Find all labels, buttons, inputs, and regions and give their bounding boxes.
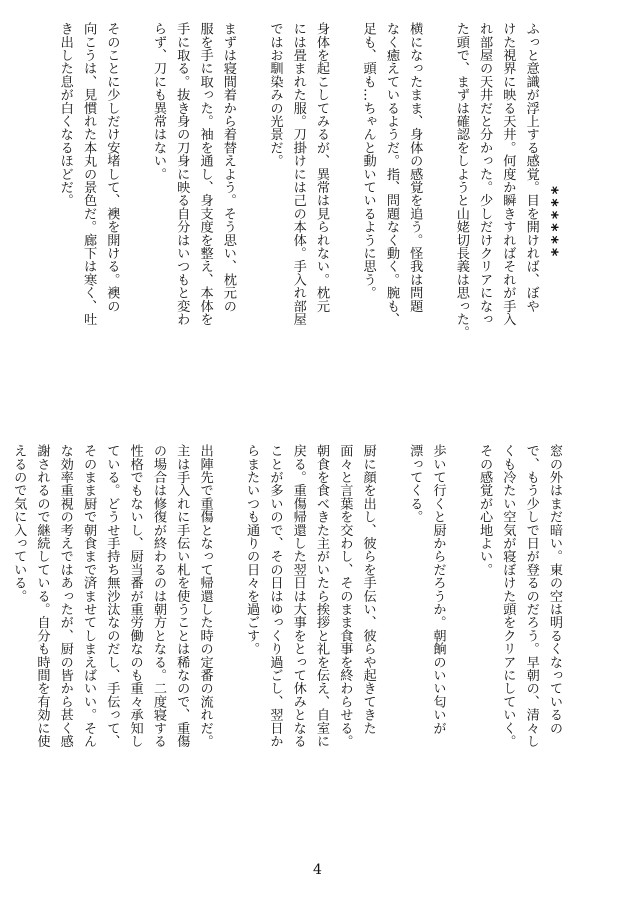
text-line: 主は手入れに手伝い札を使うことは稀なので、重傷 <box>174 444 190 748</box>
text-line: らまたいつも通りの日々を過ごす。 <box>244 444 260 656</box>
text-line: 出陣先で重傷となって帰還した時の定番の流れだ。 <box>197 444 213 748</box>
text-line <box>333 22 356 402</box>
text-line: ている。どうせ手持ち無沙汰なのだし、手伝って、 <box>104 444 120 748</box>
text-line: 朝食を食べきた主がいたら挨拶と礼を伝え、自室に <box>314 444 330 748</box>
text-line: えるので気に入っている。 <box>11 444 27 603</box>
section-marker: ****** <box>543 186 562 261</box>
text-line <box>240 22 263 402</box>
text-line: 足も、頭も…ちゃんと動いているように思う。 <box>360 22 376 300</box>
text-line: その感覚が心地よい。 <box>477 444 493 576</box>
text-line: くも冷たい空気が寝ぼけた頭をクリアにしていく。 <box>500 444 516 748</box>
text-line: 厨に顔を出し、彼らを手伝い、彼らや起きてきた <box>360 444 376 735</box>
text-line <box>217 444 240 824</box>
text-line <box>450 444 473 824</box>
text-line: そのことに少しだけ安堵して、襖を開ける。襖の <box>104 22 120 313</box>
text-line: た頭で、まずは確認をしようと山姥切長義は思った。 <box>453 22 469 339</box>
top-text-block <box>57 22 566 402</box>
text-line: 窓の外はまだ暗い。東の空は明るくなっているの <box>547 444 562 735</box>
text-line: 身体を起こしてみるが、異常は見られない。枕元 <box>314 22 330 313</box>
text-line: 性格でもないし、厨当番が重労働なのも重々承知し <box>127 444 143 748</box>
text-line: ふっと意識が浮上する感覚。目を開ければ、ぼや <box>523 22 539 313</box>
text-line: 手に取る。抜き身の刀身に映る自分はいつもと変わ <box>174 22 190 326</box>
text-line: らず、刀にも異常はない。 <box>150 22 166 181</box>
text-line: 謝されるので継続している。自分も時間を有効に使 <box>34 444 50 748</box>
text-line: 面々と言葉を交わし、そのまま食事を終わらせる。 <box>337 444 353 748</box>
page-number: 4 <box>313 862 322 878</box>
text-line: 横になったまま、身体の感覚を追う。怪我は問題 <box>407 22 423 313</box>
text-line: 歩いて行くと厨からだろうか。朝餉のいい匂いが <box>430 444 446 735</box>
text-line: なく癒えているようだ。指、問題なく動く。腕も、 <box>383 22 399 326</box>
text-line: な効率重視の考えではあったが、厨の皆から甚く感 <box>57 444 73 748</box>
text-line <box>426 22 449 402</box>
text-line <box>380 444 403 824</box>
text-line: 漂ってくる。 <box>407 444 423 524</box>
text-line: ことが多いので、その日はゆっくり過ごし、翌日か <box>267 444 283 748</box>
text-line: 服を手に取った。袖を通し、身支度を整え、本体を <box>197 22 213 326</box>
text-line: の場合は修復が終わるのは朝方となる。二度寝する <box>150 444 166 748</box>
text-line: で、もう少しで日が登るのだろう。早朝の、清々し <box>523 444 539 748</box>
text-line: 向こうは、見慣れた本丸の景色だ。廊下は寒く、吐 <box>81 22 97 326</box>
bottom-text-block <box>11 444 566 824</box>
text-line: そのまま厨で朝食まで済ませてしまえばいい。そん <box>81 444 97 748</box>
text-line: れ部屋の天井だと分かった。少しだけクリアになっ <box>477 22 493 326</box>
text-line: き出した息が白くなるほどだ。 <box>57 22 73 207</box>
text-line: けた視界に映る天井。何度か瞬きすればそれが手入 <box>500 22 516 326</box>
text-line: には畳まれた服。刀掛けには己の本体。手入れ部屋 <box>290 22 306 326</box>
text-line: まずは寝間着から着替えよう。そう思い、枕元の <box>220 22 236 313</box>
text-line: 戻る。重傷帰還した翌日は大事をとって休みとなる <box>290 444 306 748</box>
text-line: ではお馴染みの光景だ。 <box>267 22 283 168</box>
text-line <box>123 22 146 402</box>
